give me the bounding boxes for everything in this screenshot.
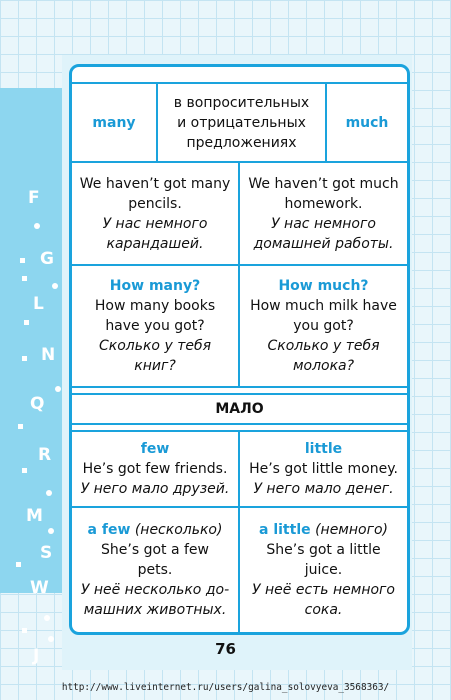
example-row-4 [72, 508, 407, 632]
grammar-table [69, 64, 410, 635]
translation-text: У неё несколько до- [80, 582, 230, 598]
side-letter: M [26, 506, 43, 526]
example-text: How many books [94, 298, 216, 314]
example-text: pencils. [128, 195, 182, 212]
example-text: He’s got little money. [249, 461, 398, 477]
header-row [72, 84, 407, 163]
example-text: homework. [284, 195, 363, 212]
decorative-side-strip [0, 88, 62, 666]
decor-square [22, 628, 27, 633]
side-letter: G [40, 249, 54, 269]
header-middle-line: предложениях [186, 134, 297, 151]
example-heading: few [140, 441, 170, 457]
side-letter: N [41, 345, 56, 365]
example-cell-left [72, 432, 240, 506]
example-cell-left [72, 163, 240, 264]
example-row-1 [72, 163, 407, 266]
example-row-3 [72, 432, 407, 508]
decor-dot [52, 283, 58, 289]
decor-dot [55, 386, 61, 392]
side-letter: L [33, 294, 44, 314]
example-row-2 [72, 266, 407, 388]
example-text: juice. [304, 562, 343, 578]
header-many-cell [72, 84, 158, 161]
example-cell-right [240, 432, 407, 506]
side-letter: W [30, 578, 49, 598]
translation-text: молока? [292, 358, 355, 374]
page-number: 76 [215, 640, 236, 658]
translation-text: Сколько у тебя [98, 338, 212, 354]
example-text: We haven’t got many [79, 175, 231, 192]
example-text: How much milk have [250, 298, 397, 314]
translation-text: У нас немного [271, 215, 376, 232]
translation-text: У него мало друзей. [80, 481, 230, 497]
table-spacer [72, 388, 407, 395]
header-many: many [92, 114, 136, 131]
decor-square [22, 276, 27, 281]
example-cell-right [240, 163, 407, 264]
decor-dot [34, 223, 40, 229]
table-spacer [72, 425, 407, 432]
section-title: МАЛО [215, 401, 264, 417]
decor-square [18, 424, 23, 429]
section-cell [72, 395, 407, 423]
translation-text: машних животных. [83, 602, 227, 618]
translation-text: У неё есть немного [252, 582, 395, 598]
side-letter: F [28, 188, 40, 208]
example-text: have you got? [105, 318, 205, 334]
example-text: He’s got few friends. [82, 461, 228, 477]
header-much-cell [327, 84, 407, 161]
example-text: She’s got a little [266, 542, 381, 558]
translation-text: домашней работы. [253, 235, 394, 252]
example-cell-right [240, 508, 407, 632]
translation-text: карандашей. [106, 235, 204, 252]
section-row [72, 395, 407, 425]
example-note: (немного) [315, 522, 388, 538]
example-cell-left [72, 266, 240, 386]
footer-url: http://www.liveinternet.ru/users/galina_solovyeva_3568363/ [61, 682, 390, 693]
example-text: you got? [293, 318, 354, 334]
decor-square [16, 562, 21, 567]
translation-text: Сколько у тебя [267, 338, 380, 354]
example-heading: How many? [109, 278, 201, 294]
decor-square [22, 356, 27, 361]
example-heading: little [304, 441, 343, 457]
decor-dot [46, 490, 52, 496]
side-letter: S [40, 543, 53, 563]
decor-square [24, 320, 29, 325]
side-letter: J [33, 646, 40, 666]
example-heading: How much? [278, 278, 369, 294]
translation-text: У нас немного [102, 215, 208, 232]
side-letter: R [38, 445, 52, 465]
header-much: much [345, 114, 389, 131]
example-text: She’s got a few [101, 542, 209, 558]
decor-dot [48, 528, 54, 534]
side-letter: Q [30, 394, 45, 414]
decor-square [20, 258, 25, 263]
translation-text: книг? [134, 358, 176, 374]
translation-text: сока. [304, 602, 343, 618]
example-cell-left [72, 508, 240, 632]
header-middle-line: и отрицательных [177, 114, 306, 131]
example-text: pets. [137, 562, 173, 578]
decor-dot [44, 615, 50, 621]
example-text: We haven’t got much [248, 175, 399, 192]
example-heading: a few [87, 522, 131, 538]
example-cell-right [240, 266, 407, 386]
example-note: (несколько) [134, 522, 223, 538]
header-middle-cell [158, 84, 327, 161]
header-middle-line: в вопросительных [173, 94, 310, 111]
decor-square [22, 468, 27, 473]
translation-text: У него мало денег. [253, 481, 394, 497]
example-heading: a little [259, 522, 311, 538]
table-top-strip [72, 67, 407, 84]
